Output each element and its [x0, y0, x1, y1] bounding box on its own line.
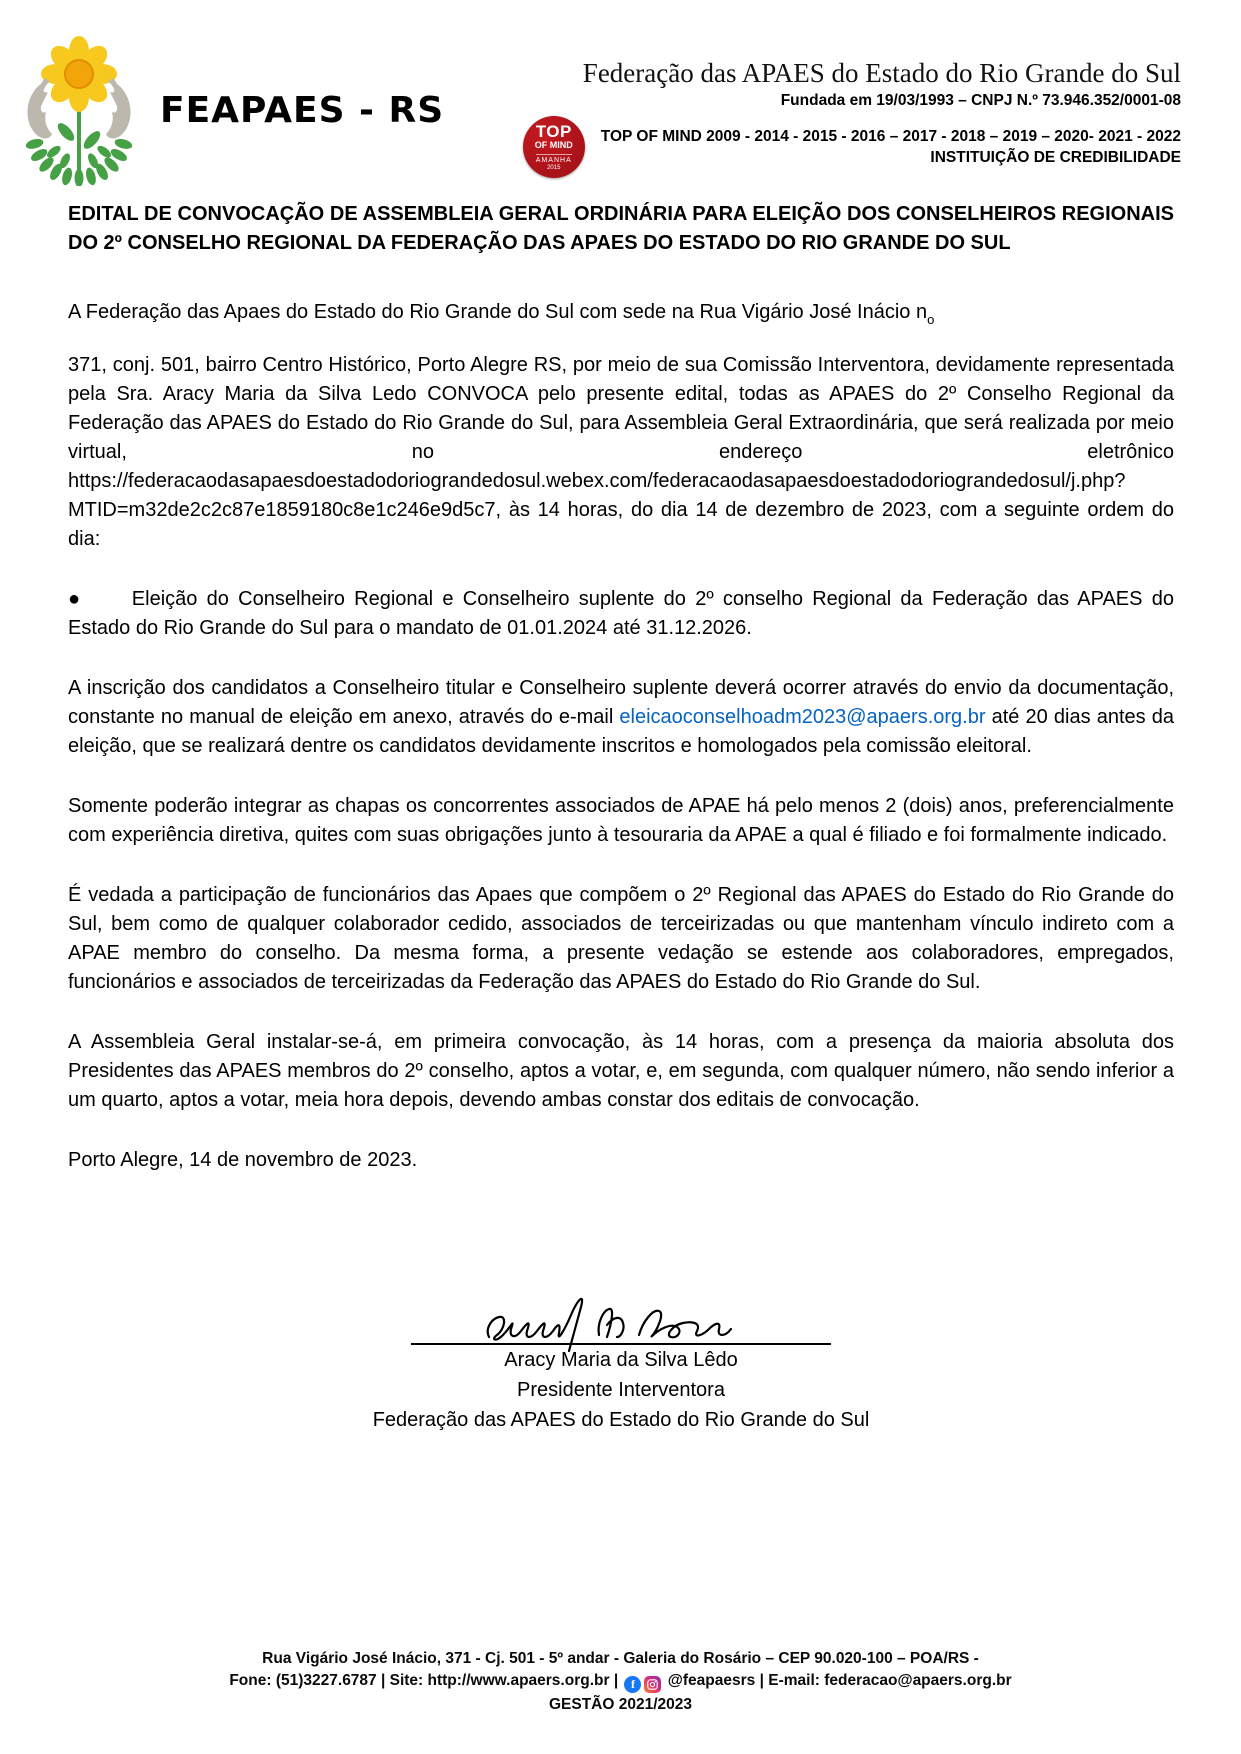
- badge-year-text: 2015: [547, 165, 561, 171]
- logo-flower-center: [65, 60, 93, 88]
- election-email-link[interactable]: eleicaoconselhoadm2023@apaers.org.br: [619, 706, 986, 728]
- feapaes-flower-hands-logo-icon: [16, 36, 142, 186]
- paragraph-1-rest: 371, conj. 501, bairro Centro Histórico, Porto Alegre RS, por meio de sua Comissão Interventora, devidamente representada pela Sra. Aracy Maria da Silva Ledo CONVOCA pelo presente edital, todas as APAES do 2º Conselho Regional da Federação das APAES do Estado do Rio Grande do Sul, para Assembleia Geral Extraordinária, que será realizada por meio virtual, no endereço eletrônico https://federacaodasapaesdoestadodoriograndedosul.webex.com/federacaodasapaesdoestadodoriograndedosul/j.php?MTID=m32de2c2c87e1859180c8e1c246e9d5c7, às 14 horas, do dia 14 de dezembro de 2023, com a seguinte ordem do dia:: [68, 354, 1174, 550]
- top-of-mind-years-line: TOP OF MIND 2009 - 2014 - 2015 - 2016 – 2017 - 2018 – 2019 – 2020- 2021 - 2022: [600, 128, 1181, 145]
- badge-amanha-text: AMANHA: [536, 154, 572, 164]
- bullet-icon: ●: [68, 588, 84, 610]
- org-name: Federação das APAES do Estado do Rio Grande do Sul: [582, 58, 1181, 88]
- paragraph-1-text: A Federação das Apaes do Estado do Rio Grande do Sul com sede na Rua Vigário José Inácio n: [68, 301, 928, 323]
- document-body: [68, 200, 1174, 1435]
- brand-wordmark: FEAPAES - RS: [160, 90, 445, 131]
- credibility-line: INSTITUIÇÃO DE CREDIBILIDADE: [930, 149, 1181, 166]
- footer-phone-site: Fone: (51)3227.6787 | Site: http://www.apaers.org.br |: [229, 1672, 619, 1689]
- ordinal-subscript: o: [927, 312, 935, 327]
- paragraph-3: Somente poderão integrar as chapas os concorrentes associados de APAE há pelo menos 2 (dois) anos, preferencialmente com experiência diretiva, quites com suas obrigações junto à tesouraria da APAE a qual é filiado e foi formalmente indicado.: [68, 795, 1174, 846]
- footer-social-handle: @feapaesrs: [667, 1672, 756, 1689]
- paragraph-4: É vedada a participação de funcionários das Apaes que compõem o 2º Regional das APAES do Estado do Rio Grande do Sul, bem como de qualquer colaborador cedido, associados de terceirizadas ou que mantenham vínculo indireto com a APAE membro do conselho. Da mesma forma, a presente vedação se estende aos colaboradores, empregados, funcionários e associados de terceirizadas da Federação das APAES do Estado do Rio Grande do Sul.: [68, 884, 1174, 993]
- paragraph-1-first-line: [68, 298, 1174, 334]
- paragraph-5: A Assembleia Geral instalar-se-á, em primeira convocação, às 14 horas, com a presença da maioria absoluta dos Presidentes das APAES membros do 2º conselho, aptos a votar, e, em segunda, com qualquer número, não sendo inferior a um quarto, aptos a votar, meia hora depois, devendo ambas constar dos editais de convocação.: [68, 1031, 1174, 1111]
- facebook-icon: f: [624, 1676, 641, 1693]
- signatory-role: Presidente Interventora: [517, 1379, 725, 1401]
- badge-top-text: TOP: [535, 122, 572, 141]
- badge-ofmind-text: OF MIND: [534, 140, 573, 150]
- founded-cnpj-line: Fundada em 19/03/1993 – CNPJ N.º 73.946.352/0001-08: [780, 92, 1181, 109]
- agenda-bullet-item: [68, 585, 1174, 643]
- handwritten-signature-icon: [481, 1285, 781, 1357]
- paragraph-2: [68, 674, 1174, 761]
- document-title: EDITAL DE CONVOCAÇÃO DE ASSEMBLEIA GERAL ORDINÁRIA PARA ELEIÇÃO DOS CONSELHEIROS REGIONAIS DO 2º CONSELHO REGIONAL DA FEDERAÇÃO DAS APAES DO ESTADO DO RIO GRANDE DO SUL: [68, 203, 1174, 254]
- paragraph-2-after-email: até 20 dias antes da eleição, que se realizará dentre os candidatos devidamente inscritos e homologados pela comissão eleitoral.: [68, 706, 1174, 757]
- letterhead-right: [461, 58, 1181, 178]
- footer-email: | E-mail: federacao@apaers.org.br: [759, 1672, 1012, 1689]
- footer-contact-line: [0, 1670, 1241, 1693]
- footer-gestao-line: GESTÃO 2021/2023: [548, 1695, 693, 1713]
- paragraph-2-before-email: A inscrição dos candidatos a Conselheiro titular e Conselheiro suplente deverá ocorrer através do envio da documentação, constante no manual de eleição em anexo, através do e-mail: [68, 677, 1174, 728]
- instagram-icon: [644, 1676, 661, 1693]
- signatory-organization: Federação das APAES do Estado do Rio Grande do Sul: [372, 1409, 870, 1431]
- letterhead-footer: [0, 1648, 1241, 1716]
- agenda-bullet-text: Eleição do Conselheiro Regional e Conselheiro suplente do 2º conselho Regional da Federação das APAES do Estado do Rio Grande do Sul para o mandato de 01.01.2024 até 31.12.2026.: [68, 588, 1174, 639]
- top-of-mind-badge-icon: [523, 116, 585, 178]
- signatory-name: Aracy Maria da Silva Lêdo: [504, 1349, 738, 1371]
- signature-block: [311, 1287, 931, 1435]
- footer-address-line: Rua Vigário José Inácio, 371 - Cj. 501 - 5º andar - Galeria do Rosário – CEP 90.020-100 – POA/RS -: [262, 1650, 979, 1667]
- signature-line: [411, 1287, 831, 1345]
- date-line: Porto Alegre, 14 de novembro de 2023.: [68, 1149, 418, 1171]
